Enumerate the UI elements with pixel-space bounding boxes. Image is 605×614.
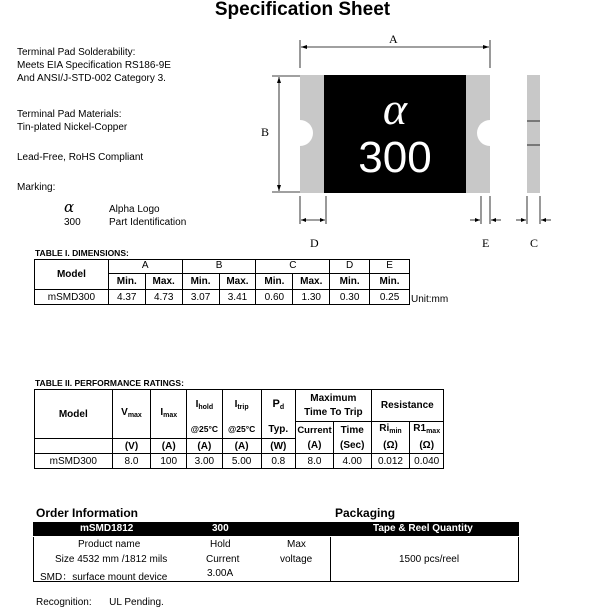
rimin-subheader: $Ri_{min}$ (371, 422, 410, 439)
dim-label-a: A (389, 32, 398, 46)
dim-label-b: B (261, 125, 270, 139)
materials-value: Tin-plated Nickel-Copper (17, 122, 128, 133)
table1-subheader: Min. (182, 273, 219, 289)
table1-subheader: Min. (370, 273, 410, 289)
performance-table (34, 389, 444, 469)
marking-row-alpha (17, 198, 160, 216)
solderability-spec-2: And ANSI/J-STD-002 Category 3. (17, 73, 166, 84)
compliance-text: Lead-Free, RoHS Compliant (17, 152, 144, 163)
table2-cell: 8.0 (296, 454, 334, 469)
current-subheader: Current (296, 422, 334, 439)
ihold-unit: (A) (187, 439, 223, 454)
resistance-header: Resistance (371, 390, 443, 422)
table1-cell: 3.41 (219, 290, 256, 305)
itrip-header: $I_{trip}$ (222, 390, 261, 422)
chip-part-code: 300 (358, 133, 432, 182)
max-time-header: Maximum Time To Trip (296, 390, 372, 422)
time-subheader: Time (333, 422, 371, 439)
table1-cell: 0.30 (330, 290, 370, 305)
table1-subheader: Max. (293, 273, 330, 289)
ihold-condition: @25°C (187, 422, 223, 439)
ihold-header: $I_{hold}$ (187, 390, 223, 422)
table1-subheader: Min. (108, 273, 145, 289)
table2-cell: 5.00 (222, 454, 261, 469)
materials-block (17, 108, 127, 134)
chip-alpha-logo: α (382, 83, 408, 134)
order-hold-code: 300 (212, 523, 229, 534)
order-hold: Hold (210, 539, 231, 550)
packaging-heading: Packaging (335, 506, 396, 520)
recognition-label: Recognition: (36, 597, 92, 608)
order-smd: SMD：surface mount device (40, 572, 168, 583)
materials-heading: Terminal Pad Materials: (17, 109, 122, 120)
page-title: Specification Sheet (214, 0, 391, 20)
time-unit: (Sec) (333, 439, 371, 454)
itrip-condition: @25°C (222, 422, 261, 439)
imax-unit: (A) (151, 439, 187, 454)
table1-caption: TABLE I. DIMENSIONS: (35, 248, 129, 258)
order-product-name: Product name (78, 539, 141, 550)
dim-label-d: D (310, 236, 319, 250)
recognition-value: UL Pending. (109, 597, 164, 608)
pd-condition: Typ. (261, 422, 296, 439)
table1-group-c: C (256, 260, 330, 274)
marking-row-code (17, 217, 186, 228)
marking-label: Marking: (17, 182, 56, 193)
solderability-block (17, 46, 171, 85)
table2-model-header: Model (35, 390, 113, 439)
left-pad-notch (287, 120, 313, 146)
order-part-number: mSMD1812 (80, 523, 134, 534)
side-view (527, 75, 540, 193)
table1-unit: Unit:mm (411, 294, 449, 305)
imax-header: $I_{max}$ (151, 390, 187, 439)
order-current: Current (206, 554, 240, 565)
r1max-unit: (Ω) (410, 439, 444, 454)
current-unit: (A) (296, 439, 334, 454)
table1-cell: 4.37 (108, 290, 145, 305)
order-hold-value: 3.00A (207, 568, 234, 579)
table1-cell-model: mSMD300 (35, 290, 109, 305)
table2-cell: 4.00 (333, 454, 371, 469)
order-size: Size 4532 mm /1812 mils (55, 554, 168, 565)
alpha-logo-symbol: α (64, 198, 75, 216)
table1-subheader: Min. (330, 273, 370, 289)
table1-group-e: E (370, 260, 410, 274)
table2-cell: 0.040 (410, 454, 444, 469)
table1-group-d: D (330, 260, 370, 274)
vmax-unit: (V) (112, 439, 151, 454)
order-voltage: voltage (280, 554, 313, 565)
pd-unit: (W) (261, 439, 296, 454)
table2-cell-model: mSMD300 (35, 454, 113, 469)
table1-cell: 3.07 (182, 290, 219, 305)
dimensions-table (34, 259, 410, 305)
table1-cell: 0.25 (370, 290, 410, 305)
table1-subheader: Min. (256, 273, 293, 289)
table1-cell: 0.60 (256, 290, 293, 305)
order-divider (330, 537, 331, 582)
table1-group-a: A (108, 260, 182, 274)
table2-cell: 100 (151, 454, 187, 469)
table1-subheader: Max. (145, 273, 182, 289)
table2-cell: 8.0 (112, 454, 151, 469)
solderability-heading: Terminal Pad Solderability: (17, 47, 136, 58)
order-header-bar (33, 522, 519, 536)
table1-group-b: B (182, 260, 256, 274)
table1-model-header: Model (35, 260, 109, 290)
marking-meaning-alpha: Alpha Logo (109, 204, 160, 215)
right-pad-notch (477, 120, 503, 146)
vmax-header: $V_{max}$ (112, 390, 151, 439)
order-packaging-label: Tape & Reel Quantity (373, 523, 473, 534)
packaging-quantity: 1500 pcs/reel (399, 554, 460, 565)
solderability-spec-1: Meets EIA Specification RS186-9E (17, 60, 171, 71)
table2-cell: 0.012 (371, 454, 410, 469)
rimin-unit: (Ω) (371, 439, 410, 454)
dim-label-e: E (482, 236, 490, 250)
table1-cell: 1.30 (293, 290, 330, 305)
table1-subheader: Max. (219, 273, 256, 289)
recognition-line (36, 597, 164, 608)
part-code-symbol: 300 (64, 217, 81, 228)
r1max-subheader: $R1_{max}$ (410, 422, 444, 439)
table2-caption: TABLE II. PERFORMANCE RATINGS: (35, 378, 184, 388)
marking-meaning-code: Part Identification (109, 217, 187, 228)
table2-cell: 3.00 (187, 454, 223, 469)
pd-header: $P_d$ (261, 390, 296, 422)
table1-cell: 4.73 (145, 290, 182, 305)
dim-label-c: C (530, 236, 539, 250)
order-info-heading: Order Information (36, 506, 139, 520)
table2-cell: 0.8 (261, 454, 296, 469)
order-max: Max (287, 539, 306, 550)
itrip-unit: (A) (222, 439, 261, 454)
component-drawing (250, 28, 605, 253)
